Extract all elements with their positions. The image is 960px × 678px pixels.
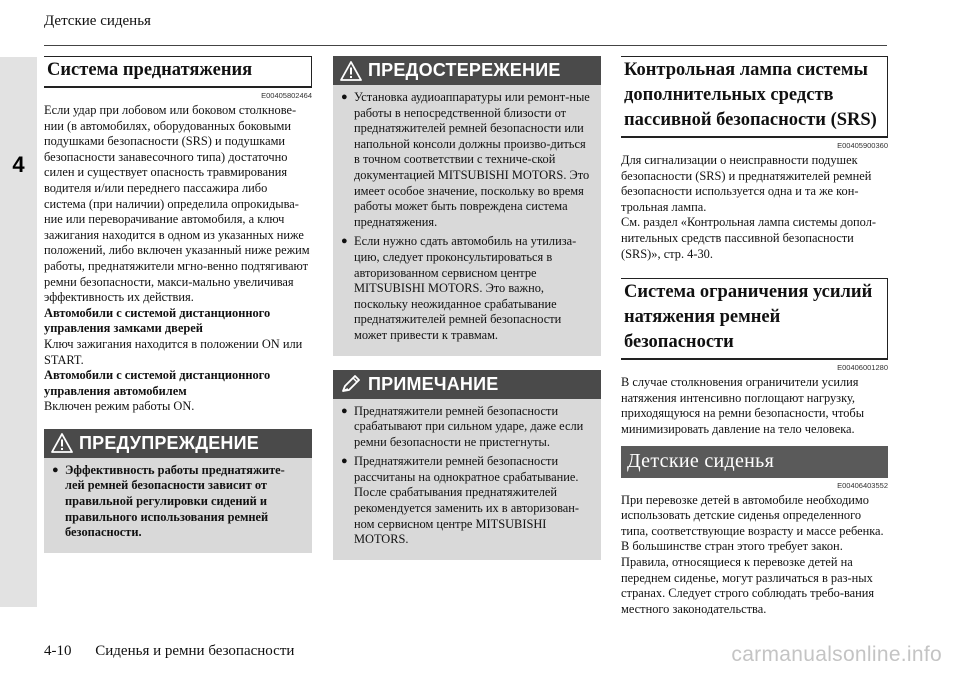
paragraph: См. раздел «Контрольная лампа системы допол-нительных средств пассивной безопасности (SRS)», стр. 4-30. [621,215,877,261]
caution-label: ПРЕДУПРЕЖДЕНИЕ [79,432,259,453]
chapter-side-strip [0,57,37,607]
note-callout [333,370,601,560]
bullet-dot-icon: ● [341,91,348,103]
subheading: Автомобили с системой дистанционного управления автомобилем [44,368,271,398]
note-label: ПРИМЕЧАНИЕ [368,373,499,394]
watermark-logo: carmanualsonline.info [731,643,942,666]
caution-bullet [52,463,304,541]
paragraph: Для сигнализации о неисправности подушек безопасности (SRS) и преднатяжителей ремней безопасности используется одна и та же кон-трольная лампа. [621,153,872,214]
warning-callout-header [333,56,601,85]
bullet-dot-icon: ● [341,455,348,468]
reference-code: E00405802464 [261,91,312,100]
running-header-title: Детские сиденья [44,13,151,29]
body-text [621,153,888,262]
section-heading-pretensioner: Система преднатяжения [47,60,253,80]
body-text [621,375,888,437]
header-rule [44,45,887,46]
warning-triangle-icon [51,433,73,453]
bullet-dot-icon: ● [52,463,59,476]
section-heading-srs-lamp: Контрольная лампа системы дополнительных средств пассивной безопасности (SRS) [624,60,877,130]
warning-callout [333,56,601,356]
note-bullet [341,454,593,548]
reference-code: E00406403552 [837,480,888,490]
caution-text: Эффективность работы преднатяжите-лей ремней безопасности зависит от правильной регулировки сидений и правильного использования ремней безопасности. [65,462,285,540]
page-footer [44,643,294,660]
paragraph: В случае столкновения ограничители усилия натяжения интенсивно поглощают нагрузку, приходящуюся на ремни безопасности, чтобы минимизировать давление на тело человека. [621,375,865,436]
note-text: Преднатяжители ремней безопасности срабатывают при сильном ударе, даже если ремни безопасности не пристегнуты. [354,403,584,449]
warning-text: Установка аудиоаппаратуры или ремонт-ные работы в непосредственной близости от преднатяжителей ремней безопасности или напольной консоли должны произво-диться в точном соответствии с техниче-ской документацией MITSUBISHI MOTORS. Это имеет особое значение, поскольку во время работы может быть повреждена система преднатяжения. [354,90,590,229]
paragraph: Включен режим работы ON. [44,399,195,414]
column-middle [333,56,601,560]
paragraph: Ключ зажигания находится в положении ON или START. [44,336,303,367]
footer-section-title: Сиденья и ремни безопасности [95,643,295,659]
column-right [621,56,888,617]
paragraph: Правила, относящиеся к перевозке детей на переднем сиденье, могут различаться в раз-ных странах. Следует строго соблюдать требо-вания местного законодательства. [621,554,875,616]
note-callout-body [333,399,601,560]
chapter-number: 4 [12,152,25,177]
section-heading-box [621,56,888,138]
note-bullet [341,404,593,451]
bullet-dot-icon: ● [341,404,348,417]
warning-label: ПРЕДОСТЕРЕЖЕНИЕ [368,60,561,80]
paragraph: При перевозке детей в автомобиле необходимо использовать детские сиденья определенного типа, соответствующие возрасту и массе ребенка. В большинстве стран этого требует закон. [621,492,884,554]
caution-callout-header [44,429,312,458]
section-heading-box [621,278,888,360]
section-heading-box [44,56,312,88]
reference-code: E00405900360 [837,141,888,150]
note-text: Преднатяжители ремней безопасности рассчитаны на однократное срабатывание. После срабатывания преднатяжителей рекомендуется заменить их в авторизован-ном сервисном центре MITSUBISHI MOTORS. [354,454,580,547]
body-text [44,103,312,415]
section-heading-load-limiter: Система ограничения усилий натяжения ремней безопасности [624,282,873,353]
paragraph: Если удар при лобовом или боковом столкнове-нии (в автомобилях, оборудованных боковыми подушками безопасности (SRS) и подушками безопасности занавесочного типа) достаточно силен и существует опасность травмирования водителя и/или переднего пассажира либо система (при наличии) определила опрокидыва-ние или переворачивание автомобиля, а ключ зажигания находится в одном из указанных ниже положений, либо включен указанный ниже режим работы, преднатяжители мгно-венно подтягивают ремни безопасности, макси-мально увеличивая эффективность их действия. [44,103,310,305]
caution-callout-body [44,458,312,553]
note-callout-header [333,370,601,399]
body-text [621,493,888,618]
section-title: Детские сиденья [627,450,775,473]
reference-code: E00406001280 [837,363,888,373]
caution-callout [44,429,312,553]
bullet-dot-icon: ● [341,235,348,248]
column-left [44,56,312,553]
page-number: 4-10 [44,643,72,659]
warning-bullet [341,234,593,343]
warning-bullet [341,90,593,230]
subheading: Автомобили с системой дистанционного управления замками дверей [44,305,271,336]
warning-triangle-icon [340,61,362,81]
note-pencil-icon [340,374,362,394]
section-bar-child-seats [621,446,888,478]
warning-callout-body [333,85,601,356]
warning-text: Если нужно сдать автомобиль на утилиза-цию, следует проконсультироваться в авторизованном сервисном центре MITSUBISHI MOTORS. Это важно, поскольку неожиданное срабатывание преднатяжителей ремней безопасности может привести к травмам. [354,234,577,342]
